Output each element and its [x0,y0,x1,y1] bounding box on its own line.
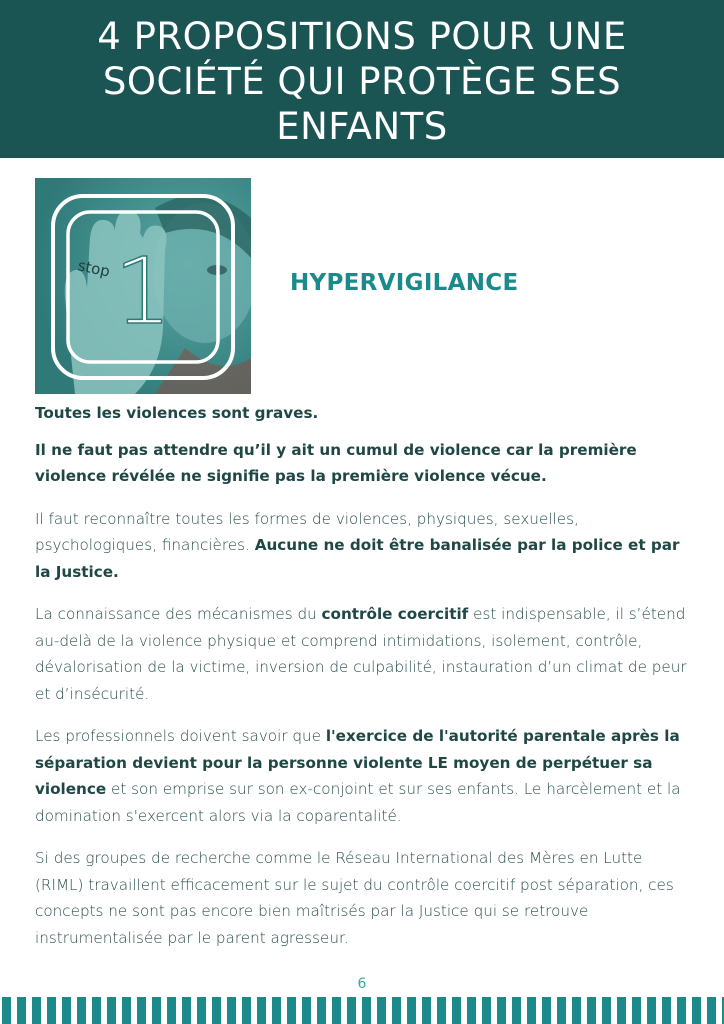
page-title-line-1: 4 PROPOSITIONS POUR UNE [97,15,627,58]
footer-stripe [317,997,326,1024]
paragraph-3-text: Il faut reconnaître toutes les formes de violences, physiques, sexuelles, psychologiques, financières. [35,509,579,554]
page-title [20,14,704,149]
footer-stripe [392,997,401,1024]
footer-stripe [422,997,431,1024]
footer-stripe [677,997,686,1024]
paragraph-5 [35,723,690,829]
footer-stripe [2,997,11,1024]
footer-stripe [257,997,266,1024]
footer-stripe [227,997,236,1024]
paragraph-3 [35,506,690,586]
hero-image [35,178,251,394]
footer-stripe [137,997,146,1024]
footer-stripe [557,997,566,1024]
proposition-number: 1 [113,238,173,345]
paragraph-4-emphasis: contrôle coercitif [321,605,469,623]
hand-stop-text: stop [76,256,112,281]
footer-stripe [467,997,476,1024]
footer-stripe [287,997,296,1024]
footer-stripe [527,997,536,1024]
section-title: HYPERVIGILANCE [290,270,519,296]
paragraph-4-text-a: La connaissance des mécanismes du [35,605,322,623]
footer-stripe [272,997,281,1024]
footer-stripe [302,997,311,1024]
footer-stripe [77,997,86,1024]
footer-stripes [0,997,724,1024]
footer-stripe [182,997,191,1024]
footer-stripe [437,997,446,1024]
paragraph-6: Si des groupes de recherche comme le Réseau International des Mères en Lutte (RIML) travaillent efficacement sur le sujet du contrôle coercitif post séparation, ces concepts ne sont pas encore bien maîtrisés par la Justice qui se retrouve instrumentalisée par le parent agresseur. [35,849,674,947]
paragraph-4 [35,601,690,707]
footer-stripe [617,997,626,1024]
footer-stripe [632,997,641,1024]
footer-stripe [17,997,26,1024]
page-title-line-2: SOCIÉTÉ QUI PROTÈGE SES [102,60,622,103]
footer-stripe [707,997,716,1024]
page-header [0,0,724,158]
footer-stripe [512,997,521,1024]
footer-stripe [407,997,416,1024]
footer-stripe [452,997,461,1024]
hero-illustration [35,178,251,394]
footer-stripe [122,997,131,1024]
footer-stripe [242,997,251,1024]
page-number: 6 [357,976,367,992]
footer-stripe [167,997,176,1024]
footer-stripe [587,997,596,1024]
footer-stripe [362,997,371,1024]
footer-stripe [47,997,56,1024]
paragraph-2: Il ne faut pas attendre qu’il y ait un cumul de violence car la première violence révélée ne signifie pas la première violence vécue. [35,440,637,485]
footer-stripe [152,997,161,1024]
footer-stripe [572,997,581,1024]
paragraph-1: Toutes les violences sont graves. [35,404,319,422]
footer-stripe [347,997,356,1024]
footer-stripe [212,997,221,1024]
footer-stripe [197,997,206,1024]
paragraph-5-text-b: et son emprise sur son ex-conjoint et sur ses enfants. Le harcèlement et la domination s'exercent alors via la coparentalité. [35,780,681,825]
footer-stripe [647,997,656,1024]
footer-stripe [62,997,71,1024]
footer-stripe [482,997,491,1024]
footer-stripe [602,997,611,1024]
paragraph-5-emphasis: l'exercice de l'autorité parentale après la séparation devient pour la personne violente LE moyen de perpétuer sa violence [35,727,680,798]
footer-stripe [32,997,41,1024]
footer-stripe [692,997,701,1024]
footer-stripe [662,997,671,1024]
body-text [35,400,690,967]
footer-stripe [107,997,116,1024]
footer-stripe [332,997,341,1024]
footer-stripe [497,997,506,1024]
footer-stripe [542,997,551,1024]
footer-stripe [377,997,386,1024]
page-title-line-3: ENFANTS [276,105,448,148]
paragraph-4-text-b: est indispensable, il s’étend au-delà de la violence physique et comprend intimidations, isolement, contrôle, dévalorisation de la victime, inversion de culpabilité, instauration d’un climat de peur et d’insécurité. [35,605,687,703]
paragraph-3-emphasis: Aucune ne doit être banalisée par la police et par la Justice. [35,536,680,581]
footer-stripes-graphic [0,997,724,1024]
footer-stripe [92,997,101,1024]
paragraph-5-text-a: Les professionnels doivent savoir que [35,727,326,745]
